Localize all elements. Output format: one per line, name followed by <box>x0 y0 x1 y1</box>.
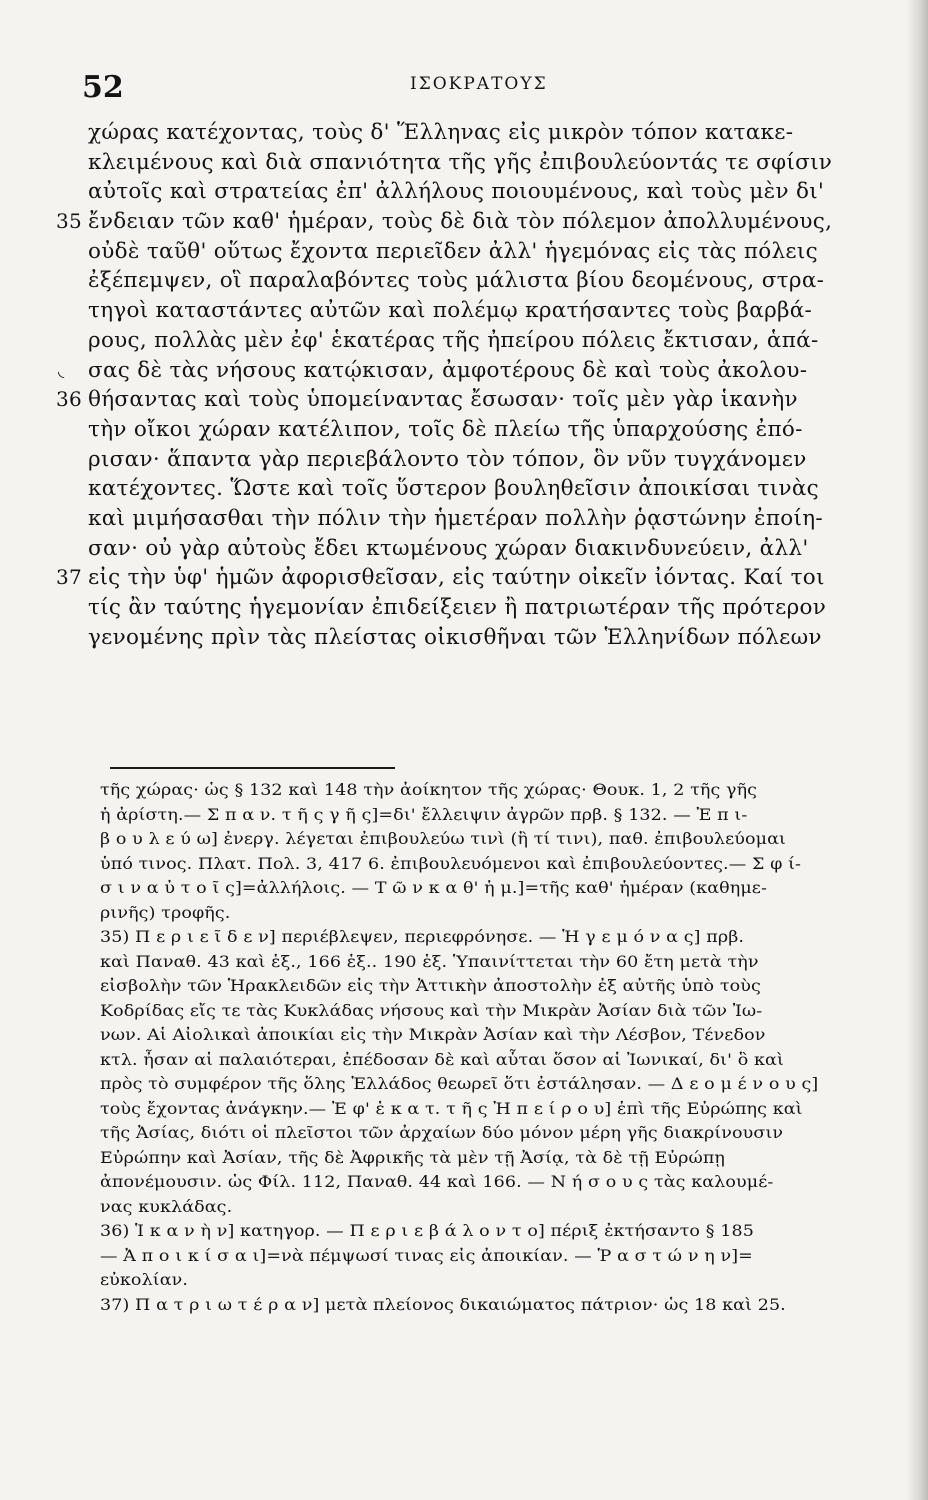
text-line <box>58 356 908 386</box>
line-text: κατέχοντες. Ὥστε καὶ τοῖς ὕστερον βουληθεῖσιν ἀποικίσαι τινὰς <box>88 476 820 502</box>
text-line <box>88 266 908 296</box>
line-text: τὴν οἴκοι χώραν κατέλιπον, τοῖς δὲ πλείω τῆς ὑπαρχούσης ἐπό- <box>88 416 803 442</box>
main-text <box>56 118 908 652</box>
line-number: 35 <box>56 209 83 234</box>
margin-mark: ◟ <box>58 360 65 380</box>
line-text: αὐτοῖς καὶ στρατείας ἐπ' ἀλλήλους ποιουμένους, καὶ τοὺς μὲν δι' <box>88 179 825 205</box>
line-text: τηγοὶ καταστάντες αὐτῶν καὶ πολέμῳ κρατήσαντες τοὺς βαρβά- <box>88 298 813 324</box>
footnote-line: Κοδρίδας εἴς τε τὰς Κυκλάδας νήσους καὶ τὴν Μικρὰν Ἀσίαν διὰ τῶν Ἰω- <box>100 1000 763 1020</box>
footnote-line: 35) Π ε ρ ι ε ῖ δ ε ν] περιέβλεψεν, περιεφρόνησε. — Ἡ γ ε μ ό ν α ς] πρβ. <box>100 927 745 946</box>
text-line <box>88 326 908 356</box>
line-text: σαν· οὐ γὰρ αὐτοὺς ἔδει κτωμένους χώραν διακινδυνεύειν, ἀλλ' <box>88 535 809 561</box>
line-text: ρισαν· ἅπαντα γὰρ περιεβάλοντο τὸν τόπον, ὃν νῦν τυγχάνομεν <box>88 446 807 472</box>
footnote-line: τῆς Ἀσίας, διότι οἱ πλεῖστοι τῶν ἀρχαίων δύο μόνον μέρη γῆς διακρίνουσιν <box>100 1123 784 1142</box>
footnote-line: β ο υ λ ε ύ ω] ἐνεργ. λέγεται ἐπιβουλεύω τινὶ (ἢ τί τινι), παθ. ἐπιβουλεύομαι <box>100 829 787 848</box>
line-number: 37 <box>56 565 83 590</box>
text-line <box>88 296 908 326</box>
footnote-line: κτλ. ἦσαν αἱ παλαιότεραι, ἐπέδοσαν δὲ καὶ αὗται ὅσον αἱ Ἰωνικαί, δι' ὃ καὶ <box>100 1049 784 1069</box>
text-line <box>88 504 908 534</box>
line-text: ἐξέπεμψεν, οἳ παραλαβόντες τοὺς μάλιστα βίου δεομένους, στρα- <box>88 268 825 294</box>
footnote-line: Εὐρώπην καὶ Ἀσίαν, τῆς δὲ Ἀφρικῆς τὰ μὲν τῇ Ἀσίᾳ, τὰ δὲ τῇ Εὐρώπῃ <box>100 1147 725 1167</box>
line-text: κλειμένους καὶ διὰ σπανιότητα τῆς γῆς ἐπιβουλεύοντάς τε σφίσιν <box>88 149 833 175</box>
text-line <box>56 207 908 237</box>
line-text: ρους, πολλὰς μὲν ἐφ' ἑκατέρας τῆς ἠπείρου πόλεις ἔκτισαν, ἁπά- <box>88 327 819 353</box>
footnote-line: ρινῆς) τροφῆς. <box>100 902 231 922</box>
text-line <box>56 385 908 415</box>
text-line <box>88 474 908 504</box>
footnote-line: εἰσβολὴν τῶν Ἡρακλειδῶν εἰς τὴν Ἀττικὴν ἀποστολὴν ἐξ αὐτῆς ὑπὸ τοὺς <box>100 976 761 995</box>
footnote-line: — Ἀ π ο ι κ ί σ α ι]=νὰ πέμψωσί τινας εἰς ἀποικίαν. — Ῥ α σ τ ώ ν η ν]= <box>100 1245 753 1265</box>
footnote-line: νας κυκλάδας. <box>100 1196 233 1216</box>
footnote-line: τοὺς ἔχοντας ἀνάγκην.— Ἐ φ' ἑ κ α τ. τ ῆ ς Ἠ π ε ί ρ ο υ] ἐπὶ τῆς Εὐρώπης καὶ <box>100 1098 803 1118</box>
line-text: τίς ἂν ταύτης ἡγεμονίαν ἐπιδείξειεν ἢ πατριωτέραν τῆς πρότερον <box>88 595 827 620</box>
text-line <box>88 593 908 623</box>
text-line <box>88 623 908 653</box>
page-header <box>0 66 928 106</box>
footnote-line: καὶ Παναθ. 43 καὶ ἑξ., 166 ἑξ.. 190 ἑξ. Ὑπαινίττεται τὴν 60 ἔτη μετὰ τὴν <box>100 951 759 971</box>
line-text: εἰς τὴν ὑφ' ἡμῶν ἀφορισθεῖσαν, εἰς ταύτην οἰκεῖν ἰόντας. Καί τοι <box>88 565 825 591</box>
text-line <box>88 415 908 445</box>
footnote-line: 36) Ἱ κ α ν ὴ ν] κατηγορ. — Π ε ρ ι ε β ά λ ο ν τ ο] πέριξ ἐκτήσαντο § 185 <box>100 1221 754 1240</box>
text-line <box>88 148 908 178</box>
footnote-line: νων. Αἱ Αἰολικαὶ ἀποικίαι εἰς τὴν Μικρὰν Ἀσίαν καὶ τὴν Λέσβον, Τένεδον <box>100 1025 766 1044</box>
line-text: καὶ μιμήσασθαι τὴν πόλιν τὴν ἡμετέραν πολλὴν ῥᾳστώνην ἐποίη- <box>88 505 823 531</box>
line-number: 36 <box>56 387 83 412</box>
footnote-divider <box>110 767 395 769</box>
footnote-line: πρὸς τὸ συμφέρον τῆς ὅλης Ἑλλάδος θεωρεῖ ὅτι ἐστάλησαν. — Δ ε ο μ έ ν ο υ ς] <box>100 1074 819 1093</box>
footnote-line: εὐκολίαν. <box>100 1270 189 1289</box>
footnote-line: ἀπονέμουσιν. ὡς Φίλ. 112, Παναθ. 44 καὶ 166. — Ν ή σ ο υ ς τὰς καλουμέ- <box>100 1172 774 1191</box>
footnote-line: τῆς χώρας· ὡς § 132 καὶ 148 τὴν ἀοίκητον τῆς χώρας· Θουκ. 1, 2 τῆς γῆς <box>100 780 758 799</box>
line-text: ἔνδειαν τῶν καθ' ἡμέραν, τοὺς δὲ διὰ τὸν πόλεμον ἀπολλυμένους, <box>88 209 833 235</box>
text-line <box>88 177 908 207</box>
text-line <box>88 445 908 475</box>
footnote-line: ἡ ἀρίστη.— Σ π α ν. τ ῆ ς γ ῆ ς]=δι' ἔλλειψιν ἀγρῶν πρβ. § 132. — Ἐ π ι- <box>100 804 748 824</box>
footnote-line: ὑπό τινος. Πλατ. Πολ. 3, 417 6. ἐπιβουλευόμενοι καὶ ἐπιβουλεύοντες.— Σ φ ί- <box>100 853 802 873</box>
text-line <box>88 534 908 564</box>
text-line <box>88 118 908 148</box>
footnotes <box>100 778 912 1317</box>
footnote-line: σ ι ν α ὐ τ ο ῖ ς]=ἀλλήλοις. — Τ ῶ ν κ α θ' ἡ μ.]=τῆς καθ' ἡμέραν (καθημε- <box>100 878 767 897</box>
text-line <box>88 237 908 267</box>
line-text: οὐδὲ ταῦθ' οὕτως ἔχοντα περιεῖδεν ἀλλ' ἡγεμόνας εἰς τὰς πόλεις <box>88 238 818 264</box>
text-line <box>56 563 908 593</box>
page-number: 52 <box>82 70 124 105</box>
footnote-line: 37) Π α τ ρ ι ω τ έ ρ α ν] μετὰ πλείονος δικαιώματος πάτριον· ὡς 18 καὶ 25. <box>100 1294 786 1314</box>
line-text: γενομένης πρὶν τὰς πλείστας οἰκισθῆναι τῶν Ἑλληνίδων πόλεων <box>88 624 822 650</box>
line-text: θήσαντας καὶ τοὺς ὑπομείναντας ἔσωσαν· τοῖς μὲν γὰρ ἱκανὴν <box>88 387 798 413</box>
line-text: χώρας κατέχοντας, τοὺς δ' Ἕλληνας εἰς μικρὸν τόπον κατακε- <box>88 120 794 145</box>
line-text: σας δὲ τὰς νήσους κατῴκισαν, ἀμφοτέρους δὲ καὶ τοὺς ἀκολου- <box>88 357 808 383</box>
running-title: ΙΣΟΚΡΑΤΟΥΣ <box>410 74 548 94</box>
